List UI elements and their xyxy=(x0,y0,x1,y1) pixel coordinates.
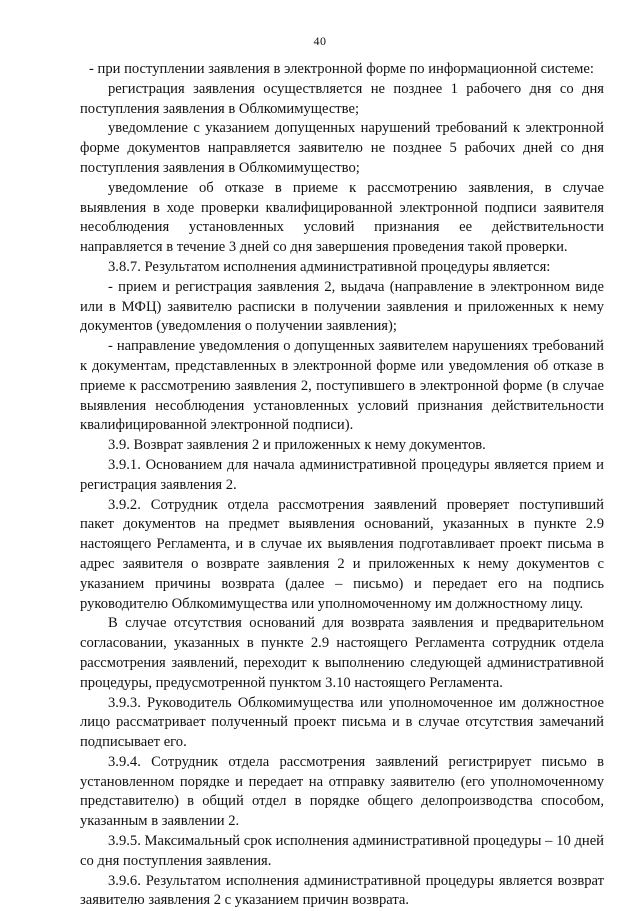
paragraph-registration: регистрация заявления осуществляется не позднее 1 рабочего дня со дня поступления заявления в Облкомимуществе; xyxy=(80,80,604,117)
paragraph-3-9-1: 3.9.1. Основанием для начала административной процедуры является прием и регистрация заявления 2. xyxy=(80,456,604,493)
paragraph-result-notice: - направление уведомления о допущенных заявителем нарушениях требований к документам, представленных в электронной форме или уведомления об отказе в приеме к рассмотрению заявления 2, поступившего в электронной форме (в случае выявления несоблюдения установленных условий признания действительности квалифицированной электронной подписи). xyxy=(80,338,604,434)
paragraph-3-9-4: 3.9.4. Сотрудник отдела рассмотрения заявлений регистрирует письмо в установленном порядке и передает на отправку заявителю (его уполномоченному представителю) в общий отдел в порядке общего делопроизводства способом, указанным в заявлении 2. xyxy=(80,753,604,830)
paragraph-3-9-6: 3.9.6. Результатом исполнения административной процедуры является возврат заявителю заявления 2 с указанием причин возврата. xyxy=(80,872,604,909)
paragraph-electronic-submission: - при поступлении заявления в электронной форме по информационной системе: xyxy=(89,61,594,77)
paragraph-3-9: 3.9. Возврат заявления 2 и приложенных к нему документов. xyxy=(108,437,486,454)
paragraph-refusal-notice: уведомление об отказе в приеме к рассмотрению заявления, в случае выявления в ходе проверки квалифицированной электронной подписи заявителя несоблюдения установленных условий признания ее действительности направляется в течение 3 дней со дня завершения проведения такой проверки. xyxy=(80,179,604,256)
paragraph-result-receipt: - прием и регистрация заявления 2, выдача (направление в электронном виде или в МФЦ) заявителю расписки в получении заявления и приложенных к нему документов (уведомления о получении заявления); xyxy=(80,278,604,335)
paragraph-violation-notice: уведомление с указанием допущенных нарушений требований к электронной форме документов направляется заявителю не позднее 5 рабочих дней со дня поступления заявления в Облкомимущество; xyxy=(80,120,604,176)
paragraph-3-9-5: 3.9.5. Максимальный срок исполнения административной процедуры – 10 дней со дня поступления заявления. xyxy=(80,833,604,869)
paragraph-no-grounds: В случае отсутствия оснований для возврата заявления и предварительном согласовании, указанных в пункте 2.9 настоящего Регламента сотрудник отдела рассмотрения заявлений, переходит к выполнению следующей административной процедуры, предусмотренной пунктом 3.10 настоящего Регламента. xyxy=(80,615,604,691)
document-body xyxy=(80,60,604,911)
page-number: 40 xyxy=(313,34,327,48)
paragraph-3-9-3: 3.9.3. Руководитель Облкомимущества или уполномоченное им должностное лицо рассматривает полученный проект письма и в случае отсутствия замечаний подписывает его. xyxy=(80,694,604,751)
paragraph-3-8-7: 3.8.7. Результатом исполнения административной процедуры является: xyxy=(108,258,551,275)
paragraph-3-9-2: 3.9.2. Сотрудник отдела рассмотрения заявлений проверяет поступивший пакет документов на предмет выявления оснований, указанных в пункте 2.9 настоящего Регламента, и в случае их выявления подготавливает проект письма в адрес заявителя о возврате заявления 2 и приложенных к нему документов с указанием причины возврата (далее – письмо) и передает его на подпись руководителю Облкомимущества или уполномоченному им должностному лицу. xyxy=(80,496,604,612)
